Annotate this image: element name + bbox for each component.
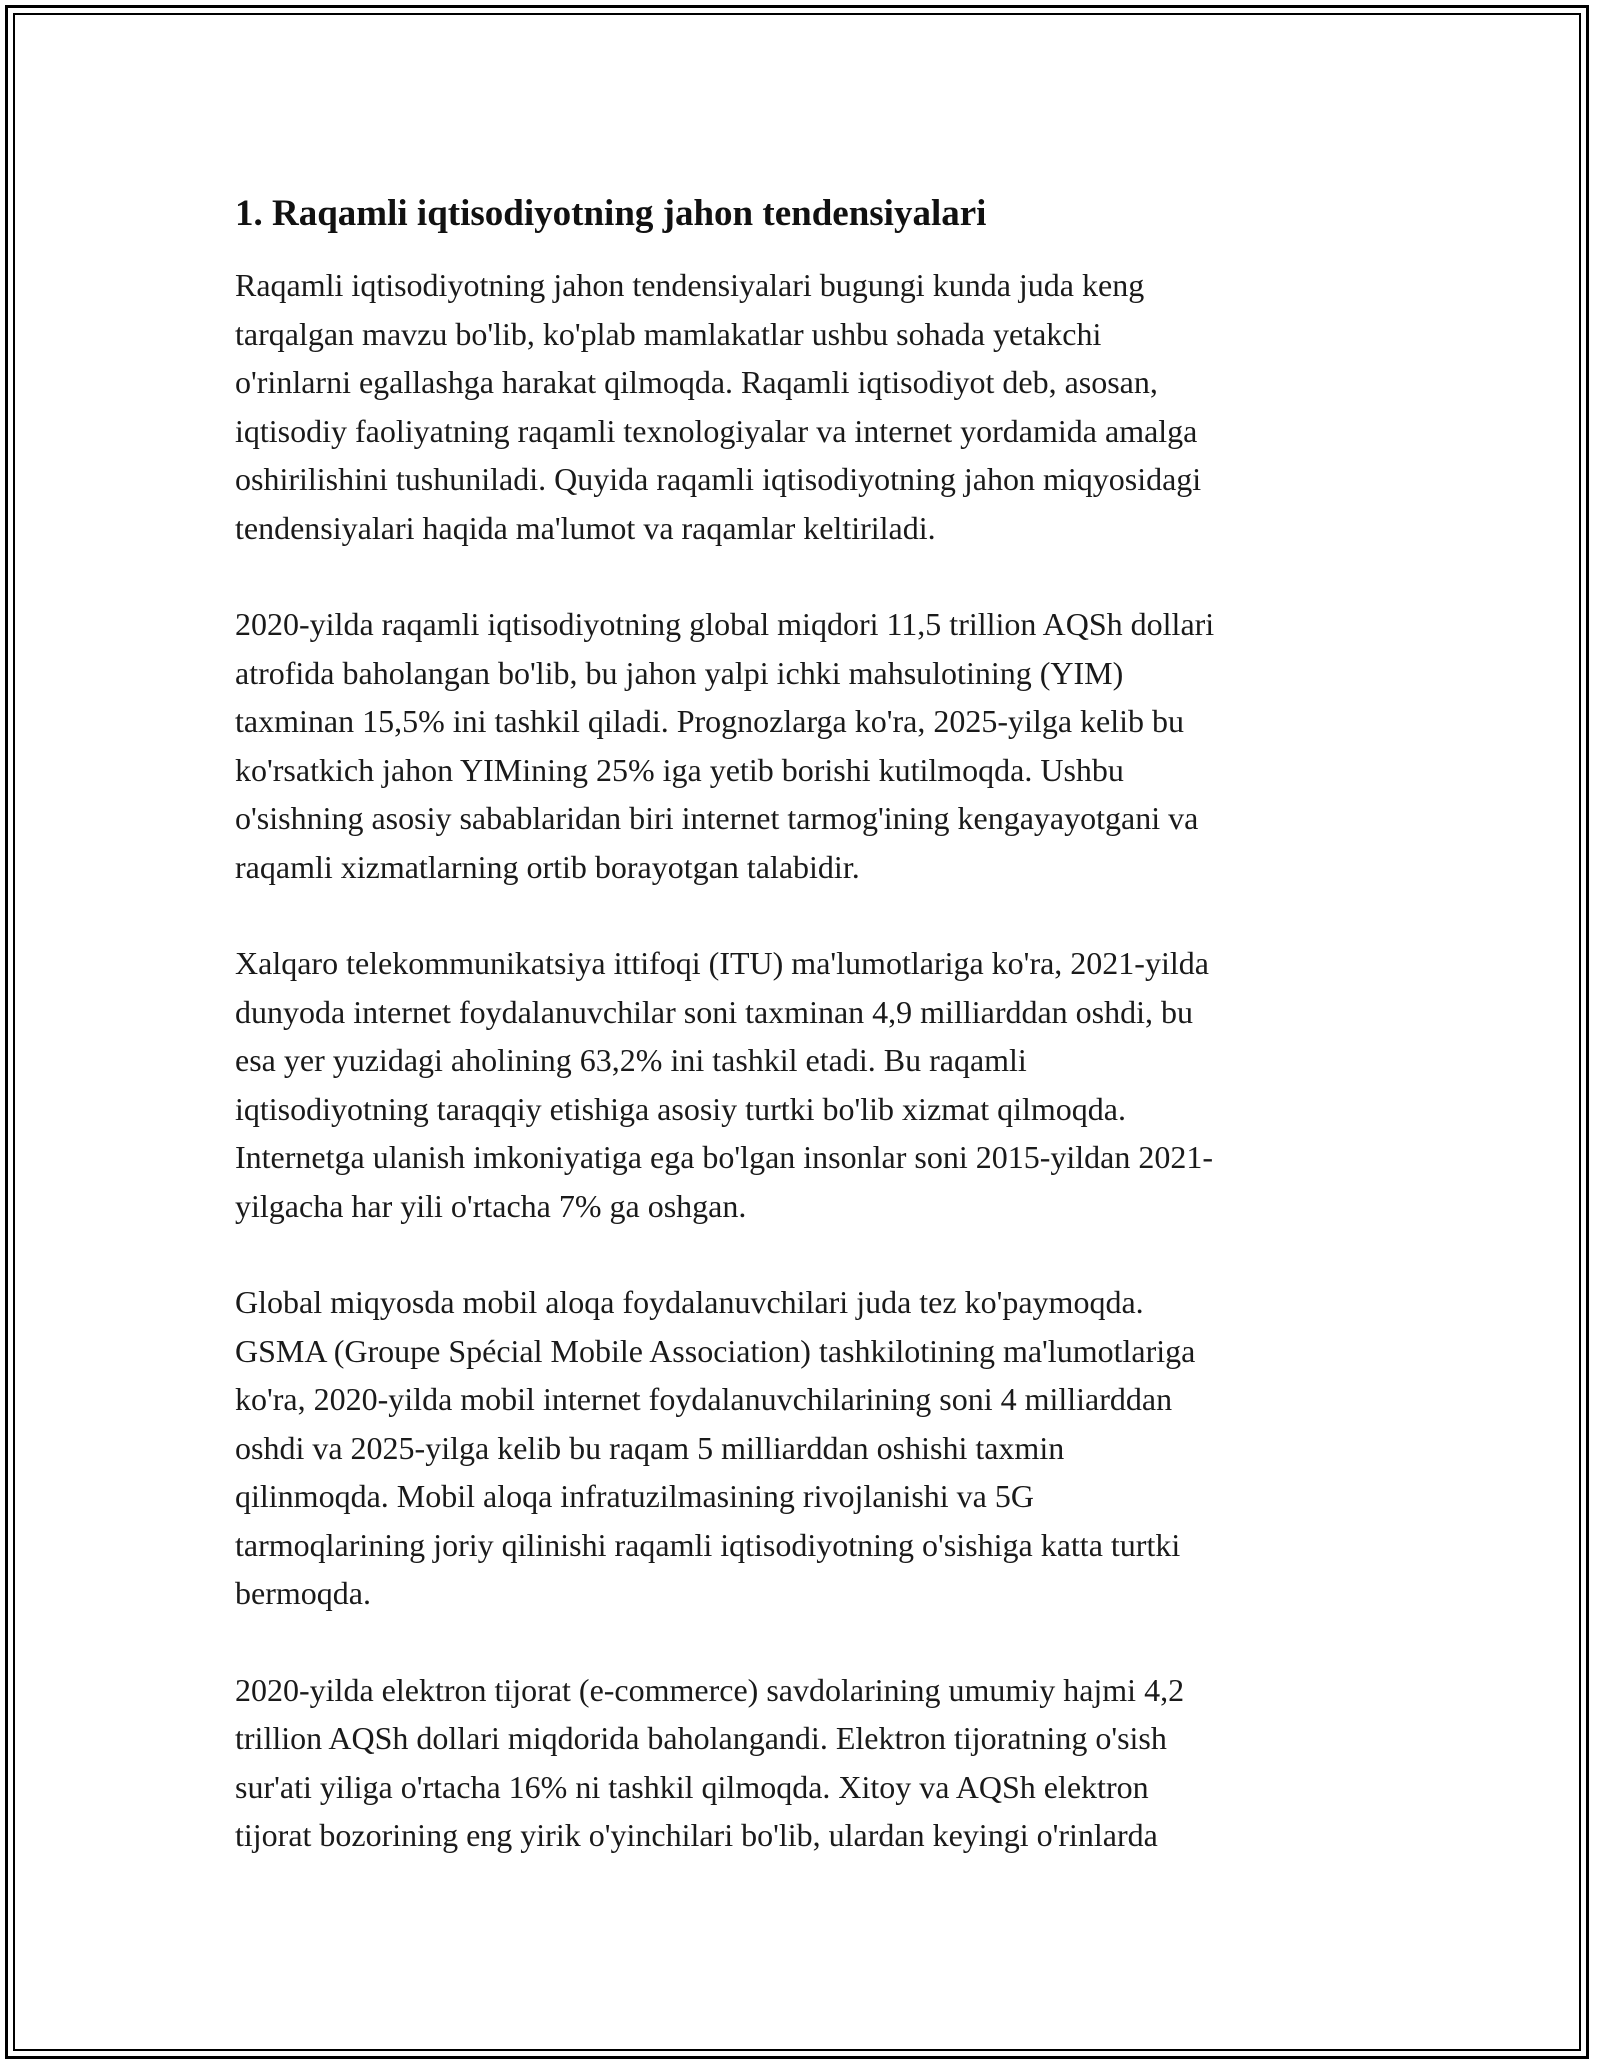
section-heading: 1. Raqamli iqtisodiyotning jahon tendensiyalari: [235, 193, 987, 234]
document-body: [235, 188, 1370, 1908]
paragraph-ecommerce: 2020-yilda elektron tijorat (e-commerce) savdolarining umumiy hajmi 4,2 trillion AQSh dollari miqdorida baholangandi. Elektron tijoratning o'sish sur'ati yiliga o'rtacha 16% ni tashkil qilmoqda. Xitoy va AQSh elektron tijorat bozorining eng yirik o'yinchilari bo'lib, ulardan keyingi o'rinlarda: [235, 1671, 1185, 1853]
paragraph-intro: Raqamli iqtisodiyotning jahon tendensiyalari bugungi kunda juda keng tarqalgan mavzu bo'lib, ko'plab mamlakatlar ushbu sohada yetakchi o'rinlarni egallashga harakat qilmoqda. Raqamli iqtisodiyot deb, asosan, iqtisodiy faoliyatning raqamli texnologiyalar va internet yordamida amalga oshirilishini tushuniladi. Quyida raqamli iqtisodiyotning jahon miqyosidagi tendensiyalari haqida ma'lumot va raqamlar keltiriladi.: [235, 267, 1202, 546]
paragraph-global-volume: 2020-yilda raqamli iqtisodiyotning global miqdori 11,5 trillion AQSh dollari atrofida baholangan bo'lib, bu jahon yalpi ichki mahsulotining (YIM) taxminan 15,5% ini tashkil qiladi. Prognozlarga ko'ra, 2025-yilga kelib bu ko'rsatkich jahon YIMining 25% iga yetib borishi kutilmoqda. Ushbu o'sishning asosiy sabablaridan biri internet tarmog'ining kengayayotgani va raqamli xizmatlarning ortib borayotgan talabidir.: [235, 606, 1215, 885]
paragraph-mobile-users: Global miqyosda mobil aloqa foydalanuvchilari juda tez ko'paymoqda. GSMA (Groupe Spécial Mobile Association) tashkilotining ma'lumotlariga ko'ra, 2020-yilda mobil internet foydalanuvchilarining soni 4 milliarddan oshdi va 2025-yilga kelib bu raqam 5 milliarddan oshishi taxmin qilinmoqda. Mobil aloqa infratuzilmasining rivojlanishi va 5G tarmoqlarining joriy qilinishi raqamli iqtisodiyotning o'sishiga katta turtki bermoqda.: [235, 1284, 1196, 1611]
paragraph-internet-users: Xalqaro telekommunikatsiya ittifoqi (ITU) ma'lumotlariga ko'ra, 2021-yilda dunyoda internet foydalanuvchilar soni taxminan 4,9 milliarddan oshdi, bu esa yer yuzidagi aholining 63,2% ini tashkil etadi. Bu raqamli iqtisodiyotning taraqqiy etishiga asosiy turtki bo'lib xizmat qilmoqda. Internetga ulanish imkoniyatiga ega bo'lgan insonlar soni 2015-yildan 2021- yilgacha har yili o'rtacha 7% ga oshgan.: [235, 945, 1213, 1224]
